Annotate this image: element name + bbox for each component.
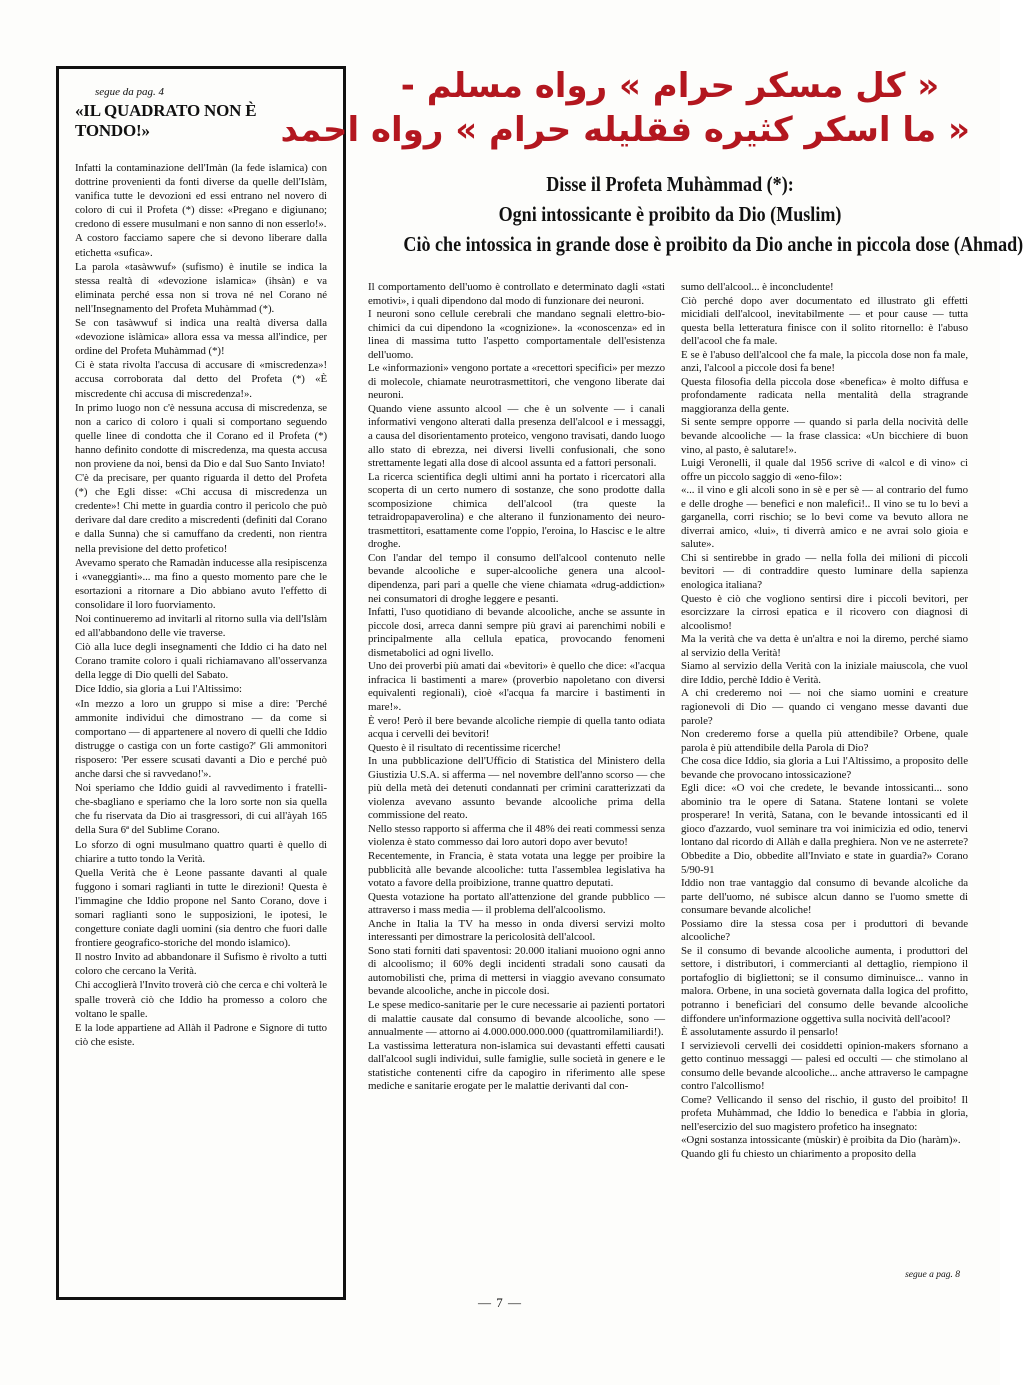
paragraph: In primo luogo non c'è nessuna accusa di miscredenza, se non a carico di coloro i quali si comportano seguendo quelle linee di condotta che il Corano ed il Profeta (*) hanno definito condotte di miscredenza, ma questa accusa non proviene da noi, bensì da Dio e dal Suo Santo Inviato! — [75, 401, 327, 470]
paragraph: Che cosa dice Iddio, sia gloria a Lui l'Altissimo, a proposito delle bevande che provocano intossicazione? — [681, 755, 968, 781]
paragraph: La parola «tasàwwuf» (sufismo) è inutile se indica la stessa realtà di «devozione islamica» (ihsàn) e va eliminata perché essa non si trova né nel Corano né nell'Insegnamento del Profeta Muhàmmad (*). — [75, 260, 327, 315]
paragraph: La ricerca scientifica degli ultimi anni ha portato i ricercatori alla scoperta di un certo numero di sostanze, che sono prodotte dalla scomposizione chimica dell'alcool (tra queste la tetraidropapaverolina) e che alterano il funzionamento dei neuro-trasmettitori, esattamente come l'oppio, l'eroina, lo Hascisc e le altre droghe. — [368, 470, 665, 551]
paragraph: Come? Vellicando il senso del rischio, il gusto del proibito! Il profeta Muhàmmad, che Iddio lo benedica e l'abbia in gloria, nell'esercizio del suo magistero profetico ha insegnato: — [681, 1093, 968, 1133]
paragraph: E se è l'abuso dell'alcool che fa male, la piccola dose non fa male, anzi, l'alcool a piccole dosi fa bene! — [681, 348, 968, 375]
headline-line-1: Disse il Profeta Muhàmmad (*): — [546, 172, 794, 196]
paragraph: Recentemente, in Francia, è stata votata una legge per proibire la pubblicità alle bevande alcooliche: tutta l'assemblea legislativa ha votato a favore della proibizione, tranne quattro deputati. — [368, 849, 665, 890]
paragraph: Chi accoglierà l'Invito troverà ciò che cerca e chi volterà le spalle troverà ciò che Iddio ha promesso a coloro che voltano le spalle. — [75, 979, 327, 1020]
paragraph: Nello stesso rapporto si afferma che il 48% dei reati commessi senza violenza è stato commesso dai loro autori dopo aver bevuto! — [368, 822, 665, 849]
paragraph: Il nostro Invito ad abbandonare il Sufismo è rivolto a tutti coloro che cercano la Verità. — [75, 951, 327, 978]
paragraph: «... il vino e gli alcoli sono in sè e per sè — al contrario del fumo e delle droghe — benefici e non malefici!.. Il vino se tu lo bevi a garganella, corri rischio; se lo bevi come va bevuto allora ne diverrai amico, «lui», ti diverrà amico e ne avrai solo gioia e salute». — [681, 484, 968, 551]
continued-from-label: segue da pag. 4 — [95, 86, 165, 98]
paragraph: Iddio non trae vantaggio dal consumo di bevande alcoliche da parte dell'uomo, né subisce alcun danno se l'uomo smette di consumare bevande alcoliche! — [681, 877, 968, 917]
paragraph: Dice Iddio, sia gloria a Lui l'Altissimo: — [75, 683, 242, 696]
paragraph: I servizievoli cervelli dei cosiddetti opinion-makers sfornano a getto continuo messaggi — palesi ed occulti — che stimolano al consumo delle bevande alcooliche... anche attraverso le campagne contro l'alcollismo! — [681, 1039, 968, 1093]
paragraph: sumo dell'alcool... è inconcludente! — [681, 281, 834, 293]
paragraph: Ma la verità che va detta è un'altra e noi la diremo, perché siamo al servizio della Verità! — [681, 633, 968, 659]
boxed-article-title: «IL QUADRATO NON È TONDO!» — [75, 101, 257, 140]
headline-line-2: Ogni intossicante è proibito da Dio (Muslim) — [498, 202, 842, 226]
paragraph: Infatti, l'uso quotidiano di bevande alcooliche, anche se assunte in piccole dosi, arreca danni sempre più gravi ai parenchimi nobili e principalmente alla cellula epatica, provocando fenomeni dismetabolici ad ogni livello. — [368, 606, 665, 659]
paragraph: Si sente sempre opporre — quando si parla della nocività delle bevande alcooliche — la frase classica: «Un bicchiere di buon vino, al pasto, è salutare!». — [681, 416, 968, 456]
paragraph: Quando viene assunto alcool — che è un solvente — i canali informativi vengono alterati dalla presenza dell'alcool e i messaggi, a causa del disorientamento proteico, vengono travisati, dando luogo allo stato di ebrezza, nei diversi livelli confusionali, che sono strettamente legati alla dose di alcool assunta ed a fattori personali. — [368, 402, 665, 470]
boxed-article — [56, 66, 346, 1300]
paragraph: Lo sforzo di ogni musulmano quattro quarti è quello di chiarire a tutto tondo la Verità. — [75, 838, 327, 865]
paragraph: Avevamo sperato che Ramadàn inducesse alla resipiscenza i «vaneggianti»... ma fino a questo momento pare che le esortazioni a ritornare a Dio abbiano avuto l'effetto di consolidare il loro fuorviamento. — [75, 556, 327, 611]
paragraph: Se il consumo di bevande alcooliche aumenta, i produttori del settore, i distributori, i commercianti al dettaglio, riempiono il portafoglio di bigliettoni; se il consumo diminuisce... vanno in malora. Orbene, in una società governata dalla logica del profitto, potranno i beneficiari del consumo delle bevande alcooliche diffondere un'informazione oggettiva sulla nocività dell'acool? — [681, 944, 968, 1025]
paragraph: È assolutamente assurdo il pensarlo! — [681, 1026, 839, 1039]
paragraph: Noi speriamo che Iddio guidi al ravvedimento i fratelli-che-sbagliano e speriamo che la loro sorte non sia quella che fu riservata da Dio ai trasgressori, di cui all'àyah 165 della Sura 6ª del Sublime Corano. — [75, 782, 327, 837]
paragraph: Possiamo dire la stessa cosa per i produttori di bevande alcooliche? — [681, 917, 968, 944]
paragraph: Questo è ciò che vogliono sentirsi dire i piccoli bevitori, per esorcizzare la cirrosi epatica e il ricovero con diagnosi di alcoolismo! — [681, 592, 968, 632]
paragraph: Ciò alla luce degli insegnamenti che Iddio ci ha dato nel Corano tramite coloro i quali richiamavano all'osservanza della legge di Dio quelli del Sabato. — [75, 641, 327, 682]
paragraph: Uno dei proverbi più amati dai «bevitori» è quello che dice: «l'acqua infracica li bastimenti a mare» (proverbio napoletano con diversi equivalenti regionali), cioè «l'acqua fa marcire i bastimenti in mare!». — [368, 660, 665, 713]
article-column-1 — [368, 281, 665, 1291]
paragraph: Quella Verità che è Leone passante davanti al quale fuggono i somari raglianti in tutte le direzioni! Questa è l'immagine che Iddio propone nel Santo Corano, dove i somari raglianti sono le supposizioni, le ipotesi, le congetture coniate dagli uomini (sia dentro che fuori dalle frontiere geografico-storiche del mondo islamico). — [75, 866, 327, 950]
article-column-2 — [681, 281, 968, 1291]
arabic-hadith-line-2: « ما اسكر كثيره فقليله حرام » رواه احمد — [280, 110, 970, 150]
paragraph: Sono stati forniti dati spaventosi: 20.000 italiani muoiono ogni anno di alcoolismo; il 60% degli incidenti stradali sono causati da automobilisti che, prima di mettersi in viaggio avevano consumato bevande alcooliche, anche in piccole dosi. — [368, 944, 665, 998]
paragraph: A chi crederemo noi — noi che siamo uomini e creature ragionevoli di Dio — quando ci vengano messe davanti due parole? — [681, 687, 968, 727]
paragraph: Le spese medico-sanitarie per le cure necessarie ai pazienti portatori di malattie causate dal consumo di bevande alcooliche, sono — annualmente — attorno ai 4.000.000.000.000 (quattromilamiliardi!). — [368, 998, 665, 1039]
paragraph: «Ogni sostanza intossicante (mùskir) è proibita da Dio (haràm)». — [681, 1134, 961, 1147]
boxed-article-body — [75, 161, 327, 1049]
paragraph: «In mezzo a loro un gruppo si mise a dire: 'Perché ammonite individui che dimostrano — da come si comportano — di appartenere al novero di quelli che Iddio distrugge o castiga con un forte castigo?' Gli ammonitori risposero: 'Per essere scusati davanti a Dio e perché può anche darsi che si ravvedano!'». — [75, 697, 327, 781]
paragraph: Infatti la contaminazione dell'Imàn (la fede islamica) con dottrine provenienti da fonti diverse da quelle dell'Islàm, vanifica tutte le devozioni ed essi entrano nel novero di coloro di cui il Profeta (*) disse: «Pregano e digiunano; credono di essere musulmani e non sanno di non esserlo!». — [75, 162, 327, 231]
paragraph: Siamo al servizio della Verità con la iniziale maiuscola, che vuol dire Iddio, perchè Iddio è Verità. — [681, 660, 968, 686]
paragraph: C'è da precisare, per quanto riguarda il detto del Profeta (*) che Egli disse: «Chi accusa di miscredenza un credente»! Chi mette in guardia contro il pericolo che può derivare dal dare credito a miscredenti (definiti dal Corano e dalla Sunna) che si camuffano da credenti, non rientra nella previsione del detto profetico! — [75, 472, 327, 555]
page-number: — 7 — — [478, 1295, 522, 1310]
paragraph: A costoro facciamo sapere che si devono liberare dalla etichetta «sufica». — [75, 232, 327, 259]
paragraph: Questa filosofia della piccola dose «benefica» è molto diffusa e profondamente radicata nella mentalità della stragrande maggioranza della gente. — [681, 375, 968, 415]
paragraph: Ci è stata rivolta l'accusa di accusare di «miscredenza»! accusa corroborata dal detto del Profeta (*) «È miscredente chi accusa di miscredenza!». — [75, 359, 327, 400]
paragraph: Ciò perché dopo aver documentato ed illustrato gli effetti micidiali dell'alcool, inevitabilmente — et pour cause — tutta questa bella letteratura finisce con il solito ritornello: è l'abuso dell'acool che fa male. — [681, 294, 968, 348]
paragraph: Con l'andar del tempo il consumo dell'alcool contenuto nelle bevande alcooliche e super-alcooliche genera una alcool-dipendenza, pari pari a quelle che viene chiamata «drug-addiction» nei consumatori di droghe leggere e pesanti. — [368, 551, 665, 605]
arabic-hadith-line-1: « كل مسكر حرام » رواه مسلم - — [400, 66, 940, 106]
paragraph: Chi si sentirebbe in grado — nella folla dei milioni di piccoli bevitori — di contraddire questo luminare della sapienza enologica italiana? — [681, 551, 968, 592]
paragraph: Anche in Italia la TV ha messo in onda diversi servizi molto interessanti per dimostrare la pericolosità dell'alcool. — [368, 917, 665, 944]
paragraph: Non crederemo forse a quella più attendibile? Orbene, quale parola è più attendibile della Parola di Dio? — [681, 728, 968, 754]
paragraph: Noi continueremo ad invitarli al ritorno sulla via dell'Islàm ed all'abbandono delle vie traverse. — [75, 613, 327, 640]
paragraph: Questa votazione ha portato all'attenzione del grande pubblico — attraverso i mass media — il problema dell'alcoolismo. — [368, 890, 665, 917]
paragraph: Luigi Veronelli, il quale dal 1956 scrive di «alcol e di vino» ci offre un piccolo saggio di «eno-filo»: — [681, 457, 968, 483]
paragraph: Egli dice: «O voi che credete, le bevande intossicanti... sono abominio tra le opere di Satana. Statene lontani se volete prosperare! In verità, Satana, con le bevande intossicanti ed il gioco d'azzardo, vuol seminare tra voi inimicizia ed odio, tenervi lontano dal ricordo di Allàh e dalla preghiera. Non ve ne asterrete? Obbedite a Dio, obbedite all'Inviato e state in guardia?» Corano 5/90-91 — [681, 782, 968, 876]
headline-line-3: Ciò che intossica in grande dose è proibito da Dio anche in piccola dose (Ahmad) — [403, 232, 1023, 256]
paragraph: E la lode appartiene ad Allàh il Padrone e Signore di tutto ciò che esiste. — [75, 1021, 327, 1048]
paragraph: I neuroni sono cellule cerebrali che mandano segnali elettro-bio-chimici da cui dipendono la «cognizione». la «conoscenza» ed in linea di massima tutto l'aspetto comportamentale dell'esistenza dell'uomo. — [368, 308, 665, 361]
paragraph: In una pubblicazione dell'Ufficio di Statistica del Ministero della Giustizia U.S.A. si afferma — nel novembre dell'anno scorso — che più della metà dei detenuti condannati per crimini caratterizzati da violenza avevano assunto bevande alcooliche prima della commissione del reato. — [368, 755, 665, 822]
paragraph: È vero! Però il bere bevande alcoliche riempie di quella tanto odiata acqua i cervelli dei bevitori! — [368, 714, 665, 741]
paragraph: Se con tasàwwuf si indica una realtà diversa dalla «devozione islàmica» allora essa va messa all'indice, per ordine del Profeta Muhàmmad (*)! — [75, 317, 327, 358]
paragraph: Le «informazioni» vengono portate a «recettori specifici» per mezzo di molecole, chiamate neurotrasmettitori, che vengono liberate dai neuroni. — [368, 362, 665, 402]
paragraph: Quando gli fu chiesto un chiarimento a proposito della — [681, 1148, 917, 1160]
paragraph: Il comportamento dell'uomo è controllato e determinato dagli «stati emotivi», i quali dipendono dal modo di funzionare dei neuroni. — [368, 281, 665, 307]
paragraph: La vastissima letteratura non-islamica sui devastanti effetti causati dall'alcool sugli individui, sulle famiglie, sulle società in genere e le statistiche contenenti cifre da capogiro in riferimento alle spese mediche e sanitarie erogate per le malattie derivanti dal con- — [368, 1039, 665, 1093]
continued-to-label: segue a pag. 8 — [905, 1270, 960, 1280]
paragraph: Questo è il risultato di recentissime ricerche! — [368, 741, 562, 754]
